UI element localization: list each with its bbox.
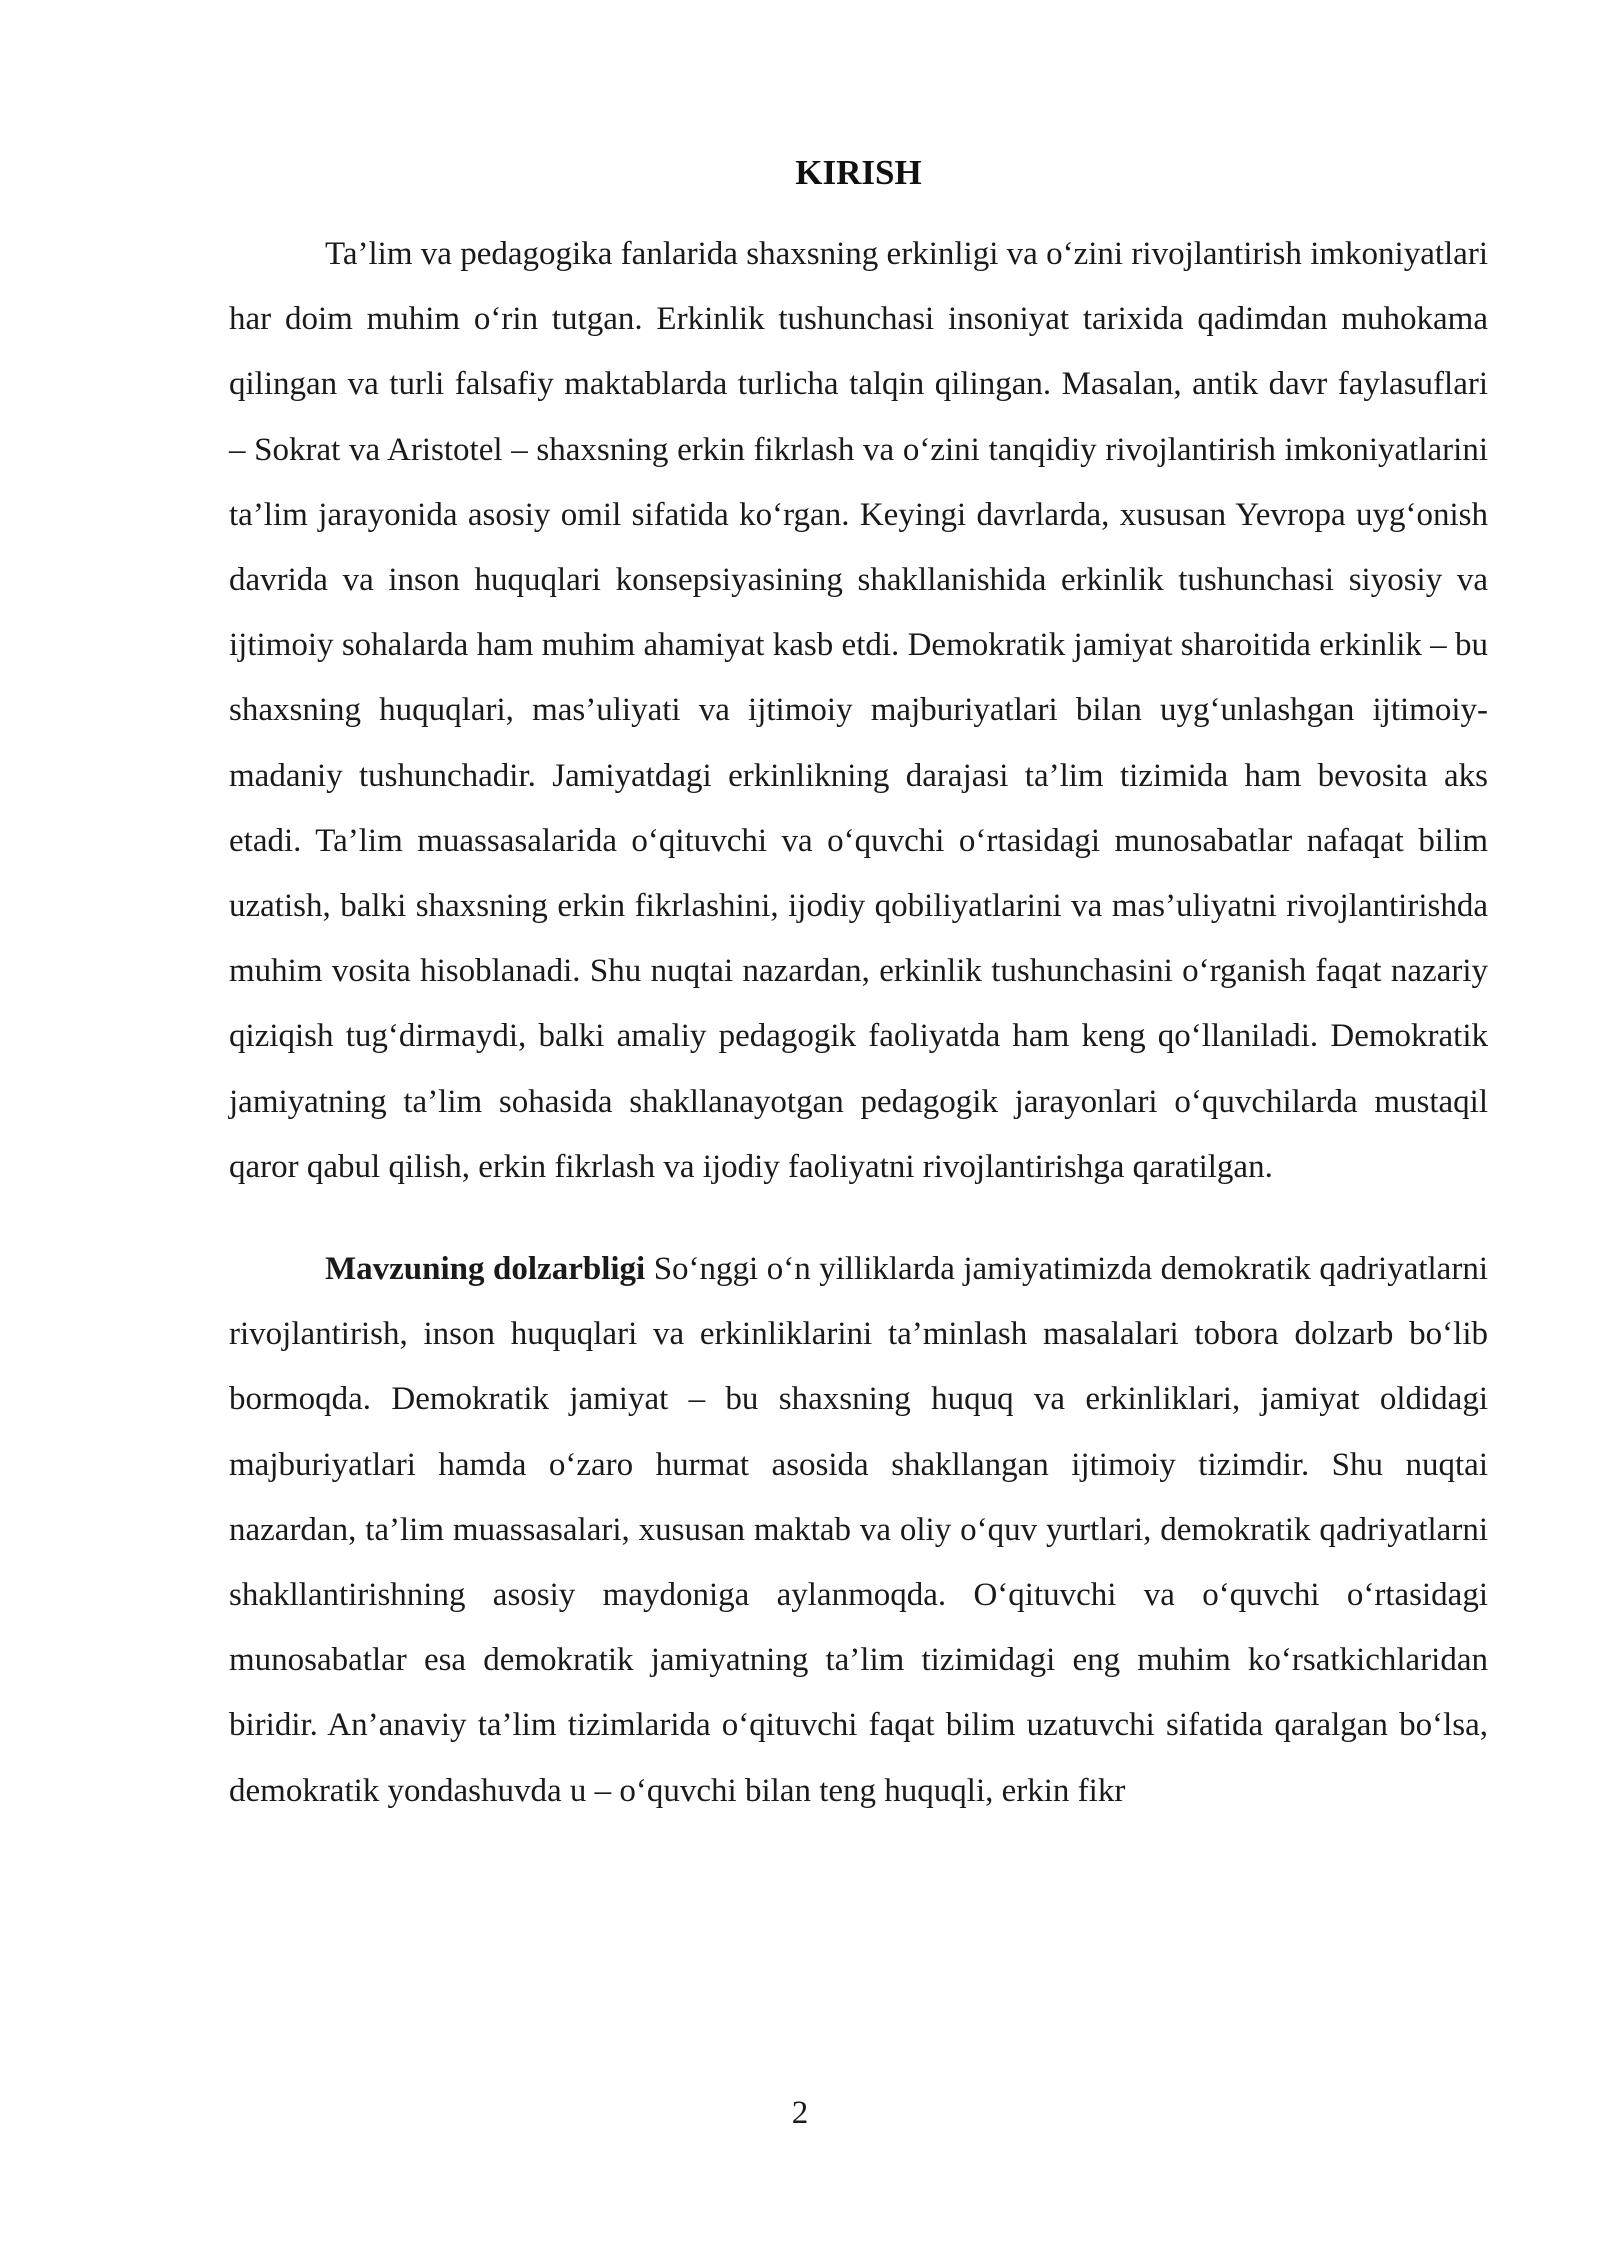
relevance-paragraph: [229, 1237, 1488, 1824]
relevance-body: So‘nggi o‘n yilliklarda jamiyatimizda demokratik qadriyatlarni rivojlantirish, inson huquqlari va erkinliklarini ta’minlash masalalari tobora dolzarb bo‘lib bormoqda. Demokratik jamiyat – bu shaxsning huquq va erkinliklari, jamiyat oldidagi majburiyatlari hamda o‘zaro hurmat asosida shakllangan ijtimoiy tizimdir. Shu nuqtai nazardan, ta’lim muassasalari, xususan maktab va oliy o‘quv yurtlari, demokratik qadriyatlarni shakllantirishning asosiy maydoniga aylanmoqda. O‘qituvchi va o‘quvchi o‘rtasidagi munosabatlar esa demokratik jamiyatning ta’lim tizimidagi eng muhim ko‘rsatkichlaridan biridir. An’anaviy ta’lim tizimlarida o‘qituvchi faqat bilim uzatuvchi sifatida qaralgan bo‘lsa, demokratik yondashuvda u – o‘quvchi bilan teng huquqli, erkin fikr: [229, 1251, 1488, 1809]
document-page: [229, 148, 1488, 1824]
section-heading: KIRISH: [795, 153, 922, 192]
relevance-lead: Mavzuning dolzarbligi: [325, 1251, 646, 1288]
page-number: 2: [791, 2095, 809, 2131]
intro-paragraph: Ta’lim va pedagogika fanlarida shaxsning erkinligi va o‘zini rivojlantirish imkoniyatlari har doim muhim o‘rin tutgan. Erkinlik tushunchasi insoniyat tarixida qadimdan muhokama qilingan va turli falsafiy maktablarda turlicha talqin qilingan. Masalan, antik davr faylasuflari – Sokrat va Aristotel – shaxsning erkin fikrlash va o‘zini tanqidiy rivojlantirish imkoniyatlarini ta’lim jarayonida asosiy omil sifatida ko‘rgan. Keyingi davrlarda, xususan Yevropa uyg‘onish davrida va inson huquqlari konsepsiyasining shakllanishida erkinlik tushunchasi siyosiy va ijtimoiy sohalarda ham muhim ahamiyat kasb etdi. Demokratik jamiyat sharoitida erkinlik – bu shaxsning huquqlari, mas’uliyati va ijtimoiy majburiyatlari bilan uyg‘unlashgan ijtimoiy-madaniy tushunchadir. Jamiyatdagi erkinlikning darajasi ta’lim tizimida ham bevosita aks etadi. Ta’lim muassasalarida o‘qituvchi va o‘quvchi o‘rtasidagi munosabatlar nafaqat bilim uzatish, balki shaxsning erkin fikrlashini, ijodiy qobiliyatlarini va mas’uliyatni rivojlantirishda muhim vosita hisoblanadi. Shu nuqtai nazardan, erkinlik tushunchasini o‘rganish faqat nazariy qiziqish tug‘dirmaydi, balki amaliy pedagogik faoliyatda ham keng qo‘llaniladi. Demokratik jamiyatning ta’lim sohasida shakllanayotgan pedagogik jarayonlari o‘quvchilarda mustaqil qaror qabul qilish, erkin fikrlash va ijodiy faoliyatni rivojlantirishga qaratilgan.: [229, 236, 1488, 1185]
